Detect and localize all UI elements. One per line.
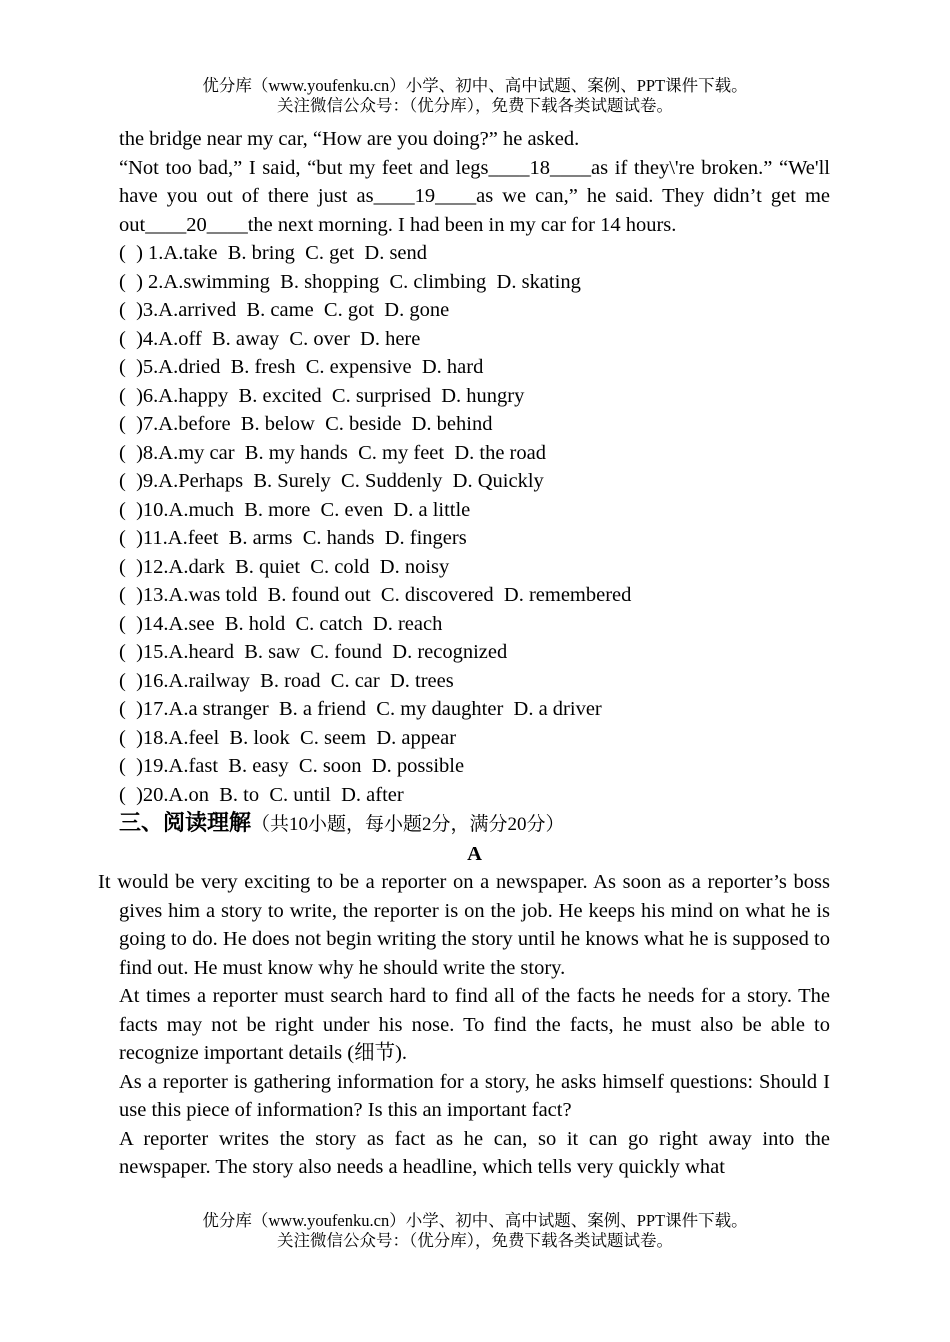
question-item: ( )12.A.dark B. quiet C. cold D. noisy bbox=[119, 555, 450, 578]
question-item: ( ) 1.A.take B. bring C. get D. send bbox=[119, 242, 428, 264]
passage-paragraph: “Not too bad,” I said, “but my feet and legs____18____as if they\'re broken.” “We'll have you out of there just as____19____as we can,” he said. They didn’t get me out____20____the next morning. I had been in my car for 14 hours. bbox=[119, 156, 830, 236]
question-item: ( )14.A.see B. hold C. catch D. reach bbox=[119, 612, 443, 635]
footer-line-2: 关注微信公众号：（优分库），免费下载各类试题试卷。 bbox=[277, 1231, 673, 1250]
question-item: ( )8.A.my car B. my hands C. my feet D. the road bbox=[119, 441, 546, 464]
question-item: ( )11.A.feet B. arms C. hands D. fingers bbox=[119, 527, 467, 549]
reading-paragraph: It would be very exciting to be a reporter on a newspaper. As soon as a reporter’s boss gives him a story to write, the reporter is on the job. He keeps his mind on what he is going to do. He does not begin writing the story until he knows what he is supposed to find out. He must know why he should write the story. bbox=[98, 871, 830, 979]
question-item: ( )9.A.Perhaps B. Surely C. Suddenly D. Quickly bbox=[119, 470, 544, 492]
question-item: ( )10.A.much B. more C. even D. a little bbox=[119, 498, 471, 521]
question-item: ( )16.A.railway B. road C. car D. trees bbox=[119, 669, 454, 692]
section-title: 三、阅读理解 bbox=[119, 810, 252, 835]
page-header bbox=[0, 76, 950, 116]
section-heading bbox=[119, 809, 830, 840]
question-item: ( ) 2.A.swimming B. shopping C. climbing D. skating bbox=[119, 270, 581, 293]
question-item: ( )17.A.a stranger B. a friend C. my daughter D. a driver bbox=[119, 698, 602, 720]
reading-paragraph: As a reporter is gathering information for a story, he asks himself questions: Should I use this piece of information? Is this an important fact? bbox=[119, 1070, 830, 1121]
reading-paragraph: At times a reporter must search hard to find all of the facts he needs for a story. The facts may not be right under his nose. To find the facts, he must also be able to recognize important details (细节). bbox=[119, 985, 830, 1064]
header-line-1: 优分库（www.youfenku.cn）小学、初中、高中试题、案例、PPT课件下载。 bbox=[202, 76, 748, 95]
question-item: ( )19.A.fast B. easy C. soon D. possible bbox=[119, 755, 465, 777]
question-item: ( )7.A.before B. below C. beside D. behind bbox=[119, 413, 493, 435]
section-note: （共10小题，每小题2分，满分20分） bbox=[251, 814, 565, 835]
question-item: ( )5.A.dried B. fresh C. expensive D. hard bbox=[119, 356, 484, 378]
question-item: ( )15.A.heard B. saw C. found D. recognized bbox=[119, 641, 508, 663]
question-item: ( )13.A.was told B. found out C. discovered D. remembered bbox=[119, 584, 632, 606]
header-line-2: 关注微信公众号：（优分库），免费下载各类试题试卷。 bbox=[277, 96, 673, 115]
main-content bbox=[98, 125, 830, 1182]
question-item: ( )3.A.arrived B. came C. got D. gone bbox=[119, 299, 450, 321]
footer-line-1: 优分库（www.youfenku.cn）小学、初中、高中试题、案例、PPT课件下载。 bbox=[202, 1211, 748, 1230]
part-label: A bbox=[467, 842, 482, 865]
page-footer bbox=[0, 1211, 950, 1251]
question-list bbox=[119, 239, 830, 809]
question-item: ( )20.A.on B. to C. until D. after bbox=[119, 783, 404, 806]
passage-line: the bridge near my car, “How are you doing?” he asked. bbox=[119, 128, 580, 150]
question-item: ( )4.A.off B. away C. over D. here bbox=[119, 327, 421, 350]
question-item: ( )6.A.happy B. excited C. surprised D. hungry bbox=[119, 384, 525, 407]
reading-paragraph: A reporter writes the story as fact as he can, so it can go right away into the newspaper. The story also needs a headline, which tells very quickly what bbox=[119, 1127, 830, 1178]
question-item: ( )18.A.feel B. look C. seem D. appear bbox=[119, 726, 457, 749]
